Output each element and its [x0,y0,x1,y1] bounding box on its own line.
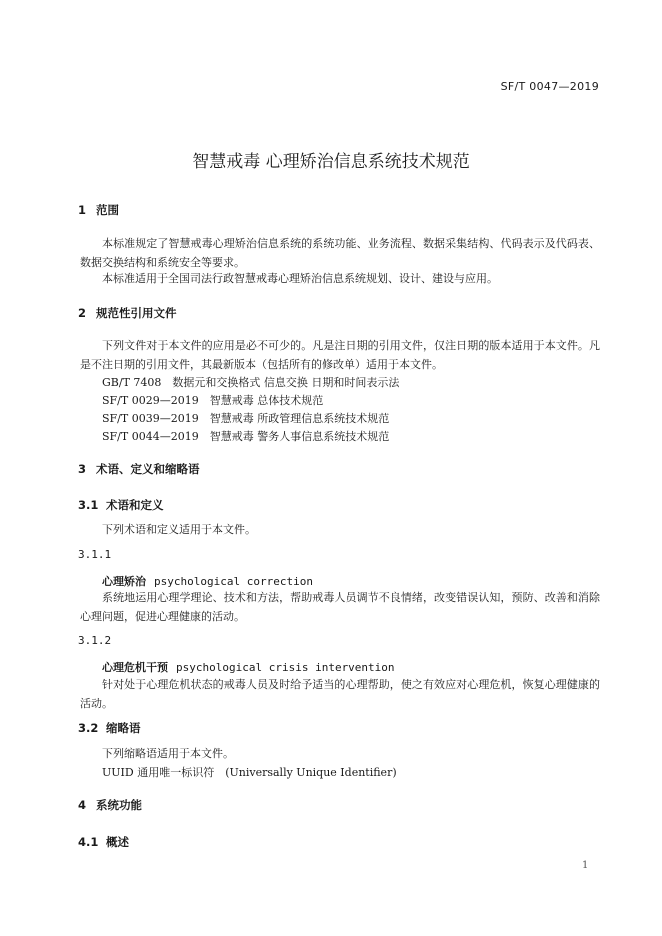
page-number: 1 [582,860,589,871]
subsection-3-2-heading [78,720,141,736]
abbreviation-item: UUID 通用唯一标识符 (Universally Unique Identifier) [102,766,397,779]
section-title: 范围 [96,203,119,217]
section-number: 2 [78,306,87,320]
section-number: 3 [78,462,87,476]
reference-item: SF/T 0044—2019 智慧戒毒 警务人事信息系统技术规范 [102,430,390,443]
term-3-1-2-number: 3.1.2 [78,634,112,647]
term-english: psychological crisis intervention [176,661,395,674]
scope-paragraph-2: 本标准适用于全国司法行政智慧戒毒心理矫治信息系统规划、设计、建设与应用。 [102,272,498,285]
term-3-1-2-definition: 针对处于心理危机状态的戒毒人员及时给予适当的心理帮助，使之有效应对心理危机，恢复心理健康的活动。 [80,678,600,710]
section-1-heading [78,202,119,218]
term-3-1-1-number: 3.1.1 [78,548,112,561]
document-number: SF/T 0047—2019 [500,80,599,93]
reference-item: GB/T 7408 数据元和交换格式 信息交换 日期和时间表示法 [102,376,400,389]
subsection-number: 3.2 [78,721,99,735]
term-3-1-1-definition: 系统地运用心理学理论、技术和方法，帮助戒毒人员调节不良情绪，改变错误认知，预防、改善和消除心理问题，促进心理健康的活动。 [80,591,600,623]
subsection-number: 3.1 [78,498,99,512]
abbreviations-intro: 下列缩略语适用于本文件。 [102,747,234,760]
term-chinese: 心理矫治 [102,575,146,588]
subsection-title: 术语和定义 [106,498,164,512]
scope-paragraph-1: 本标准规定了智慧戒毒心理矫治信息系统的系统功能、业务流程、数据采集结构、代码表示及代码表、数据交换结构和系统安全等要求。 [80,237,600,269]
section-title: 术语、定义和缩略语 [96,462,200,476]
subsection-title: 缩略语 [106,721,141,735]
term-3-1-2 [102,659,395,675]
section-number: 4 [78,798,87,812]
references-intro-paragraph: 下列文件对于本文件的应用是必不可少的。凡是注日期的引用文件，仅注日期的版本适用于本文件。凡是不注日期的引用文件，其最新版本（包括所有的修改单）适用于本文件。 [80,339,600,371]
terms-intro: 下列术语和定义适用于本文件。 [102,523,256,536]
subsection-3-1-heading [78,497,164,513]
subsection-number: 4.1 [78,835,99,849]
reference-item: SF/T 0029—2019 智慧戒毒 总体技术规范 [102,394,324,407]
section-3-heading [78,461,200,477]
section-2-heading [78,305,177,321]
section-number: 1 [78,203,87,217]
subsection-4-1-heading [78,834,129,850]
term-english: psychological correction [154,575,313,588]
section-title: 规范性引用文件 [96,306,177,320]
section-4-heading [78,797,142,813]
reference-item: SF/T 0039—2019 智慧戒毒 所政管理信息系统技术规范 [102,412,390,425]
term-chinese: 心理危机干预 [102,661,168,674]
term-3-1-1 [102,573,313,589]
subsection-title: 概述 [106,835,129,849]
section-title: 系统功能 [96,798,142,812]
document-title: 智慧戒毒 心理矫治信息系统技术规范 [192,152,470,172]
